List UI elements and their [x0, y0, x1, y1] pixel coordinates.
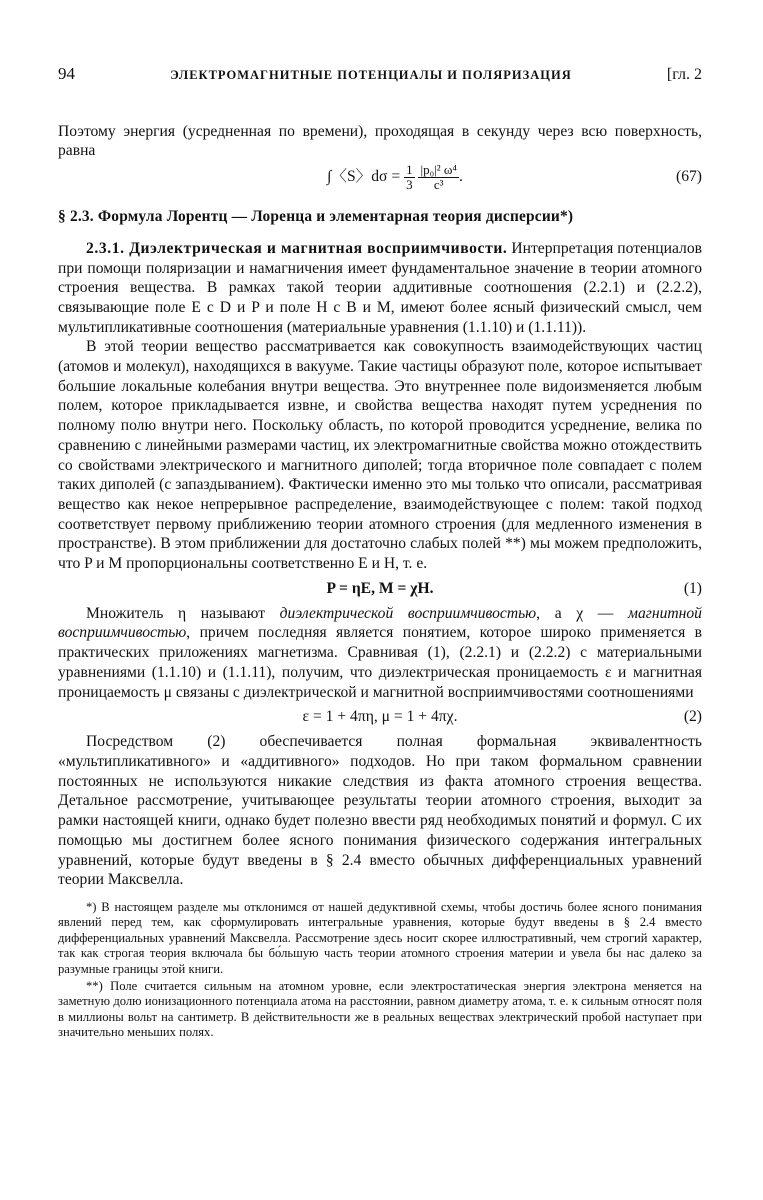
fraction-dipole [418, 163, 458, 192]
paragraph-2: В этой теории вещество рассматривается как совокупность взаимодействующих частиц (атомов и молекул), находящихся в вакууме. Такие частицы образуют поле, которое испытывает большие локальные колебания внутри вещества. Это внутреннее поле видоизменяется любым полем, которое прикладывается извне, и свойства вещества находят путем усреднения по полному полю внутри него. Поскольку область, по которой проводится усреднение, велика по сравнению с линейными размерами частиц, их электромагнитные свойства можно отождествить со свойствами электрического и магнитного диполей; тогда вторичное поле совпадает с полем таких диполей (с запаздыванием). Фактически именно это мы только что описали, рассматривая вещество как некое непрерывное распределение, взаимодействующее с полем: такой подход соответствует первому приближению теории атомного строения (для медленного изменения в пространстве). В этом приближении для достаточно слабых полей **) мы можем предположить, что P и M пропорциональны соответственно E и H, т. е. [58, 338, 702, 573]
paragraph-3-text-a: Множитель η называют [86, 604, 280, 622]
equation-2-formula: ε = 1 + 4πη, μ = 1 + 4πχ. [302, 708, 458, 726]
paragraph-1 [58, 239, 702, 338]
fraction-denominator: 3 [406, 177, 413, 193]
page-header [58, 64, 702, 86]
equation-number-67: (67) [676, 168, 702, 186]
subsection-title: 2.3.1. Диэлектрическая и магнитная восприимчивости. [86, 239, 508, 257]
fraction-denominator: c³ [433, 177, 444, 193]
footnote-2: **) Поле считается сильным на атомном уровне, если электростатическая энергия электрона меняется на заметную долю ионизационного потенциала атома на расстоянии, равном диаметру атома, т. е. к сильным относят поля в миллионы вольт на сантиметр. В действительности же в реальных веществах электрический пробой наступает при значительно меньших полях. [58, 978, 702, 1040]
intro-paragraph: Поэтому энергия (усредненная по времени), проходящая в секунду через всю поверхность, равна [58, 122, 702, 160]
section-title: § 2.3. Формула Лорентц — Лоренца и элементарная теория дисперсии*) [58, 208, 574, 226]
equation-1 [58, 578, 702, 600]
equation-number-2: (2) [683, 708, 702, 726]
footnotes [58, 900, 702, 1041]
chapter-label: [гл. 2 [666, 66, 702, 83]
fraction-numerator: |p₀|² ω⁴ [420, 162, 457, 178]
fraction-numerator: 1 [406, 162, 413, 178]
equation-67-formula [327, 159, 463, 195]
paragraph-3 [58, 604, 702, 703]
equation-67-tail: . [458, 168, 463, 186]
term-magnetic-susceptibility: магнитной восприимчивостью [58, 604, 702, 642]
equation-67-lhs: ∫〈S〉dσ = [327, 168, 401, 186]
fraction-one-third [404, 163, 415, 192]
paragraph-3-text-c: , причем последняя является понятием, которое широко применяется в практических приложениях магнетизма. Сравнивая (1), (2.2.1) и (2.2.2) с материальными уравнениями (1.1.10) и (1.1.11), получим, что диэлектрическая проницаемость ε и магнитная проницаемость μ связаны с диэлектрической и магнитной восприимчивостями соотношениями [58, 624, 702, 701]
running-title: ЭЛЕКТРОМАГНИТНЫЕ ПОТЕНЦИАЛЫ И ПОЛЯРИЗАЦИЯ [170, 68, 572, 82]
paragraph-4: Посредством (2) обеспечивается полная формальная эквивалентность «мультипликативного» и «аддитивного» подходов. Но при таком формальном сравнении постоянных не используются никакие следствия из факта атомного строения вещества. Детальное рассмотрение, учитывающее результаты теории атомного строения, выходит за рамки настоящей книги, однако будет полезно ввести ряд необходимых понятий и формул. С их помощью мы достигнем более ясного понимания физического содержания интегральных уравнений, которые будут введены в § 2.4 вместо обычных дифференциальных уравнений теории Максвелла. [58, 733, 702, 889]
term-dielectric-susceptibility: диэлектрической восприимчивостью [279, 604, 537, 622]
book-page [58, 64, 702, 1043]
footnote-1: *) В настоящем разделе мы отклонимся от нашей дедуктивной схемы, чтобы достичь более ясного понимания явлений перед тем, как сформулировать интегральные уравнения, которые будут введены в § 2.4 вместо дифференциальных уравнений Максвелла. Рассмотрение здесь носит скорее иллюстративный, чем строгий характер, так как строгая теория включала бы бо́льшую часть теории атомного строения материи и увела бы нас далеко за разумные границы этой книги. [58, 899, 702, 976]
equation-number-1: (1) [683, 579, 702, 597]
equation-67 [58, 159, 702, 195]
equation-2 [58, 706, 702, 728]
page-number: 94 [58, 64, 75, 83]
paragraph-3-text-b: , а χ — [536, 604, 629, 622]
paragraph-1-text: Интерпретация потенциалов при помощи поляризации и намагничения имеет фундаментальное значение в теории атомного строения вещества. В рамках такой теории аддитивные соотношения (2.2.1) и (2.2.2), связывающие поле E с D и P и поле H с B и M, имеют более ясный физический смысл, чем мультипликативные соотношения (материальные уравнения (1.1.10) и (1.1.11)). [58, 239, 702, 336]
equation-1-formula: P = ηE, M = χH. [326, 579, 434, 597]
